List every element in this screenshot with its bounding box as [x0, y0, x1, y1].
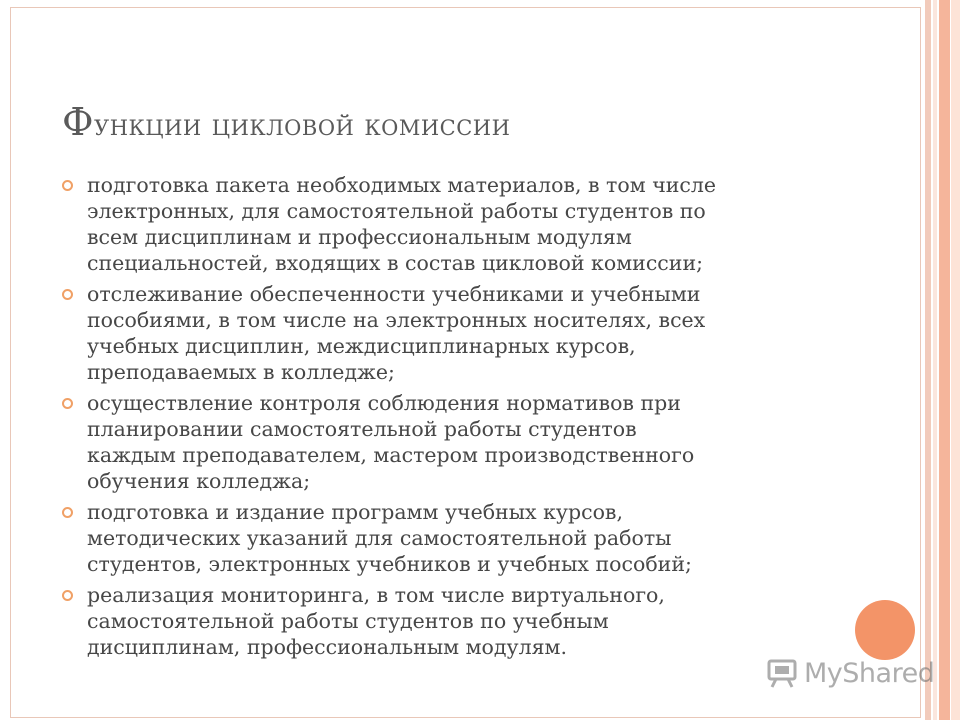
bullet-text-line: дисциплинам, профессиональным модулям. [87, 635, 567, 659]
bullet-text-line: преподаваемых в колледже; [87, 360, 395, 384]
bullet-text-line: пособиями, в том числе на электронных носителях, всех [87, 308, 706, 332]
bullet-item [62, 281, 822, 385]
decorative-circle [855, 600, 915, 660]
bullet-text-line: подготовка и издание программ учебных курсов, [87, 500, 623, 524]
bullet-text-line: подготовка пакета необходимых материалов, в том числе [87, 173, 717, 197]
decorative-stripe [951, 0, 960, 720]
bullet-text-line: студентов, электронных учебников и учебных пособий; [87, 552, 692, 576]
bullet-circle-icon [62, 180, 73, 191]
bullet-text-line: реализация мониторинга, в том числе виртуального, [87, 583, 665, 607]
watermark [766, 655, 934, 691]
bullet-item [62, 390, 822, 494]
decorative-stripe [933, 0, 937, 720]
bullet-circle-icon [62, 590, 73, 601]
bullet-circle-icon [62, 289, 73, 300]
bullet-text-line: электронных, для самостоятельной работы студентов по [87, 199, 706, 223]
bullet-text-line: всем дисциплинам и профессиональным модулям [87, 225, 632, 249]
decorative-stripe [925, 0, 931, 720]
bullet-text-line: специальностей, входящих в состав цикловой комиссии; [87, 251, 704, 275]
bullet-text-line: обучения колледжа; [87, 469, 311, 493]
title-rest: ункции цикловой комиссии [94, 108, 511, 143]
bullet-text-line: учебных дисциплин, междисциплинарных курсов, [87, 334, 636, 358]
slide-title [62, 100, 510, 144]
presentation-board-icon [766, 656, 800, 690]
bullet-circle-icon [62, 507, 73, 518]
bullet-list [62, 172, 822, 665]
bullet-text-line: планировании самостоятельной работы студентов [87, 417, 637, 441]
bullet-item [62, 499, 822, 577]
bullet-text-line: каждым преподавателем, мастером производственного [87, 443, 695, 467]
bullet-item [62, 172, 822, 276]
bullet-text-line: отслеживание обеспеченности учебниками и учебными [87, 282, 701, 306]
bullet-text-line: осуществление контроля соблюдения нормативов при [87, 391, 681, 415]
bullet-item [62, 582, 822, 660]
bullet-circle-icon [62, 398, 73, 409]
bullet-text-line: самостоятельной работы студентов по учебным [87, 609, 609, 633]
title-initial: Ф [62, 100, 95, 144]
decorative-stripe [939, 0, 950, 720]
watermark-text: MyShared [804, 657, 935, 689]
bullet-text-line: методических указаний для самостоятельной работы [87, 526, 672, 550]
